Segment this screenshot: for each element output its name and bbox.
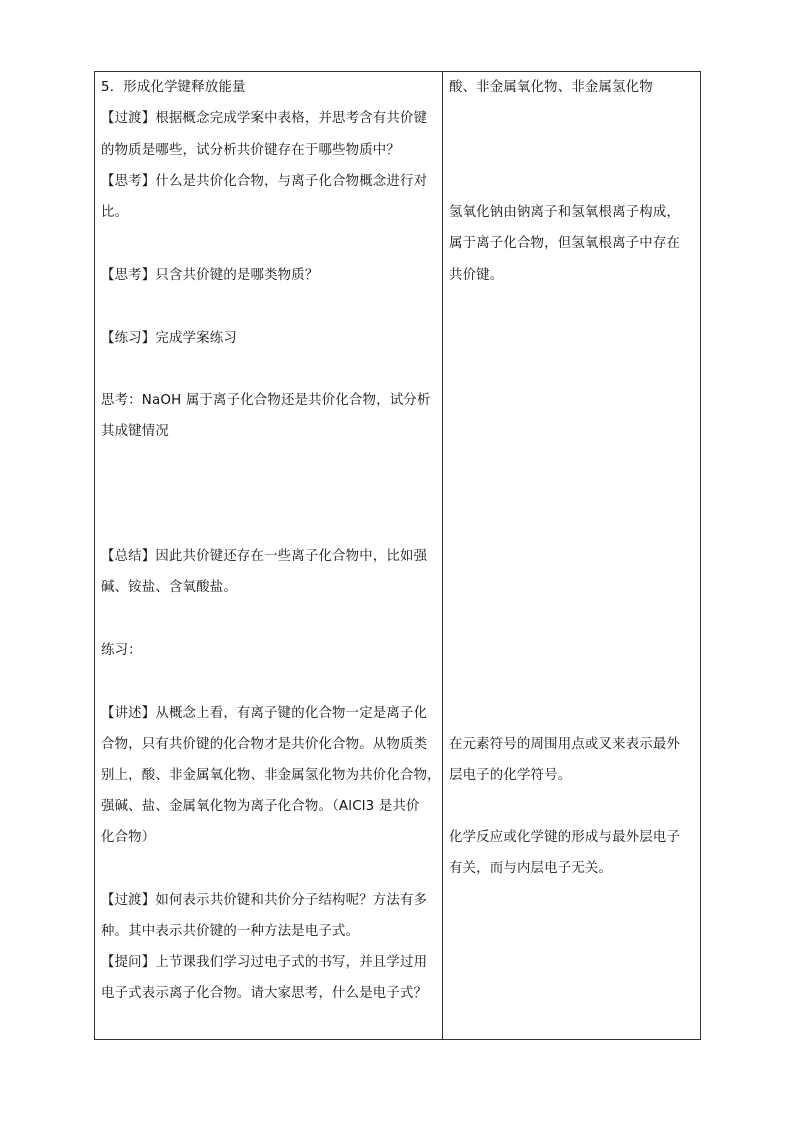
text-line: 【提问】上节课我们学习过电子式的书写，并且学过用 xyxy=(101,955,428,970)
text-line: 酸、非金属氧化物、非金属氢化物 xyxy=(449,80,653,95)
text-line: 【过渡】如何表示共价键和共价分子结构呢？方法有多 xyxy=(101,893,428,908)
text-line: 种。其中表示共价键的一种方法是电子式。 xyxy=(101,924,360,939)
text-line: 【总结】因此共价键还存在一些离子化合物中，比如强 xyxy=(101,549,428,564)
text-line: 强碱、盐、金属氧化物为离子化合物。（AlCl3 是共价 xyxy=(101,799,420,814)
text-line: 化学反应或化学键的形成与最外层电子 xyxy=(449,830,681,845)
column-divider xyxy=(442,72,443,1039)
text-line: 在元素符号的周围用点或叉来表示最外 xyxy=(449,737,681,752)
text-line: 【讲述】从概念上看，有离子键的化合物一定是离子化 xyxy=(101,706,428,721)
text-line: 电子式表示离子化合物。请大家思考，什么是电子式？ xyxy=(101,986,428,1001)
text-line: 【思考】什么是共价化合物，与离子化合物概念进行对 xyxy=(101,174,428,189)
text-line: 【过渡】根据概念完成学案中表格，并思考含有共价键 xyxy=(101,111,428,126)
text-line: 别上，酸、非金属氧化物、非金属氢化物为共价化合物， xyxy=(101,768,441,783)
text-line: 合物，只有共价键的化合物才是共价化合物。从物质类 xyxy=(101,737,428,752)
text-line: 5．形成化学键释放能量 xyxy=(101,80,246,95)
text-line: 思考：NaOH 属于离子化合物还是共价化合物，试分析 xyxy=(101,393,431,408)
text-line: 的物质是哪些，试分析共价键存在于哪些物质中？ xyxy=(101,143,400,158)
text-line: 化合物） xyxy=(101,830,156,845)
lesson-plan-table xyxy=(94,71,701,1040)
text-line: 层电子的化学符号。 xyxy=(449,768,572,783)
text-line: 有关，而与内层电子无关。 xyxy=(449,861,613,876)
text-line: 氢氧化钠由钠离子和氢氧根离子构成， xyxy=(449,205,681,220)
text-line: 碱、铵盐、含氧酸盐。 xyxy=(101,580,237,595)
text-line: 属于离子化合物，但氢氧根离子中存在 xyxy=(449,236,681,251)
text-line: 【思考】只含共价键的是哪类物质？ xyxy=(101,268,319,283)
text-line: 【练习】完成学案练习 xyxy=(101,331,237,346)
text-line: 共价键。 xyxy=(449,268,504,283)
text-line: 练习： xyxy=(101,643,142,658)
text-line: 其成键情况 xyxy=(101,424,169,439)
text-line: 比。 xyxy=(101,205,129,220)
